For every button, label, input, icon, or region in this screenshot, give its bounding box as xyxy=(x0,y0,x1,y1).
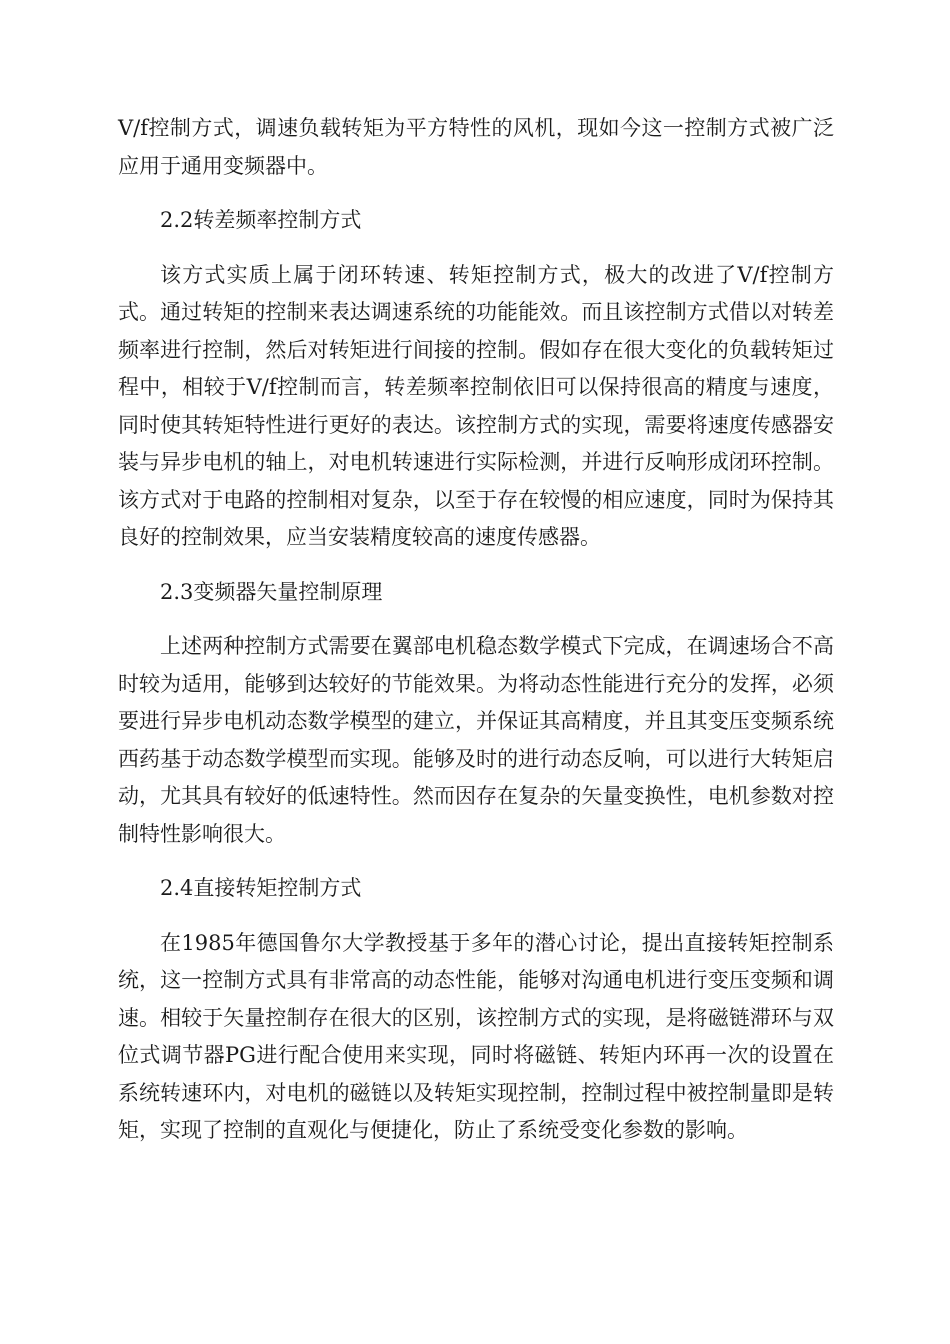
section-heading-2-3: 2.3变频器矢量控制原理 xyxy=(160,579,383,604)
paragraph-slip-frequency: 该方式实质上属于闭环转速、转矩控制方式，极大的改进了V/f控制方式。通过转矩的控制来表达调速系统的功能能效。而且该控制方式借以对转差频率进行控制，然后对转矩进行间接的控制。假如存在很大变化的负载转矩过程中，相较于V/f控制而言，转差频率控制依旧可以保持很高的精度与速度，同时使其转矩特性进行更好的表达。该控制方式的实现，需要将速度传感器安装与异步电机的轴上，对电机转速进行实际检测，并进行反响形成闭环控制。该方式对于电路的控制相对复杂，以至于存在较慢的相应速度，同时为保持其良好的控制效果，应当安装精度较高的速度传感器。 xyxy=(118,262,834,549)
section-heading-2-4: 2.4直接转矩控制方式 xyxy=(160,876,362,900)
paragraph-vf-continuation: V/f控制方式，调速负载转矩为平方特性的风机，现如今这一控制方式被广泛应用于通用变频器中。 xyxy=(118,116,834,178)
paragraph-vector-control: 上述两种控制方式需要在翼部电机稳态数学模式下完成，在调速场合不高时较为适用，能够到达较好的节能效果。为将动态性能进行充分的发挥，必须要进行异步电机动态数学模型的建立，并保证其高精度，并且其变压变频系统西药基于动态数学模型而实现。能够及时的进行动态反响，可以进行大转矩启动，尤其具有较好的低速特性。然而因存在复杂的矢量变换性，电机参数对控制特性影响很大。 xyxy=(118,634,834,846)
document-page xyxy=(118,110,834,1150)
paragraph-direct-torque: 在1985年德国鲁尔大学教授基于多年的潜心讨论，提出直接转矩控制系统，这一控制方式具有非常高的动态性能，能够对沟通电机进行变压变频和调速。相较于矢量控制存在很大的区别，该控制方式的实现，是将磁链滞环与双位式调节器PG进行配合使用来实现，同时将磁链、转矩内环再一次的设置在系统转速环内，对电机的磁链以及转矩实现控制，控制过程中被控制量即是转矩，实现了控制的直观化与便捷化，防止了系统受变化参数的影响。 xyxy=(118,930,834,1142)
section-heading-2-2: 2.2转差频率控制方式 xyxy=(160,208,362,232)
